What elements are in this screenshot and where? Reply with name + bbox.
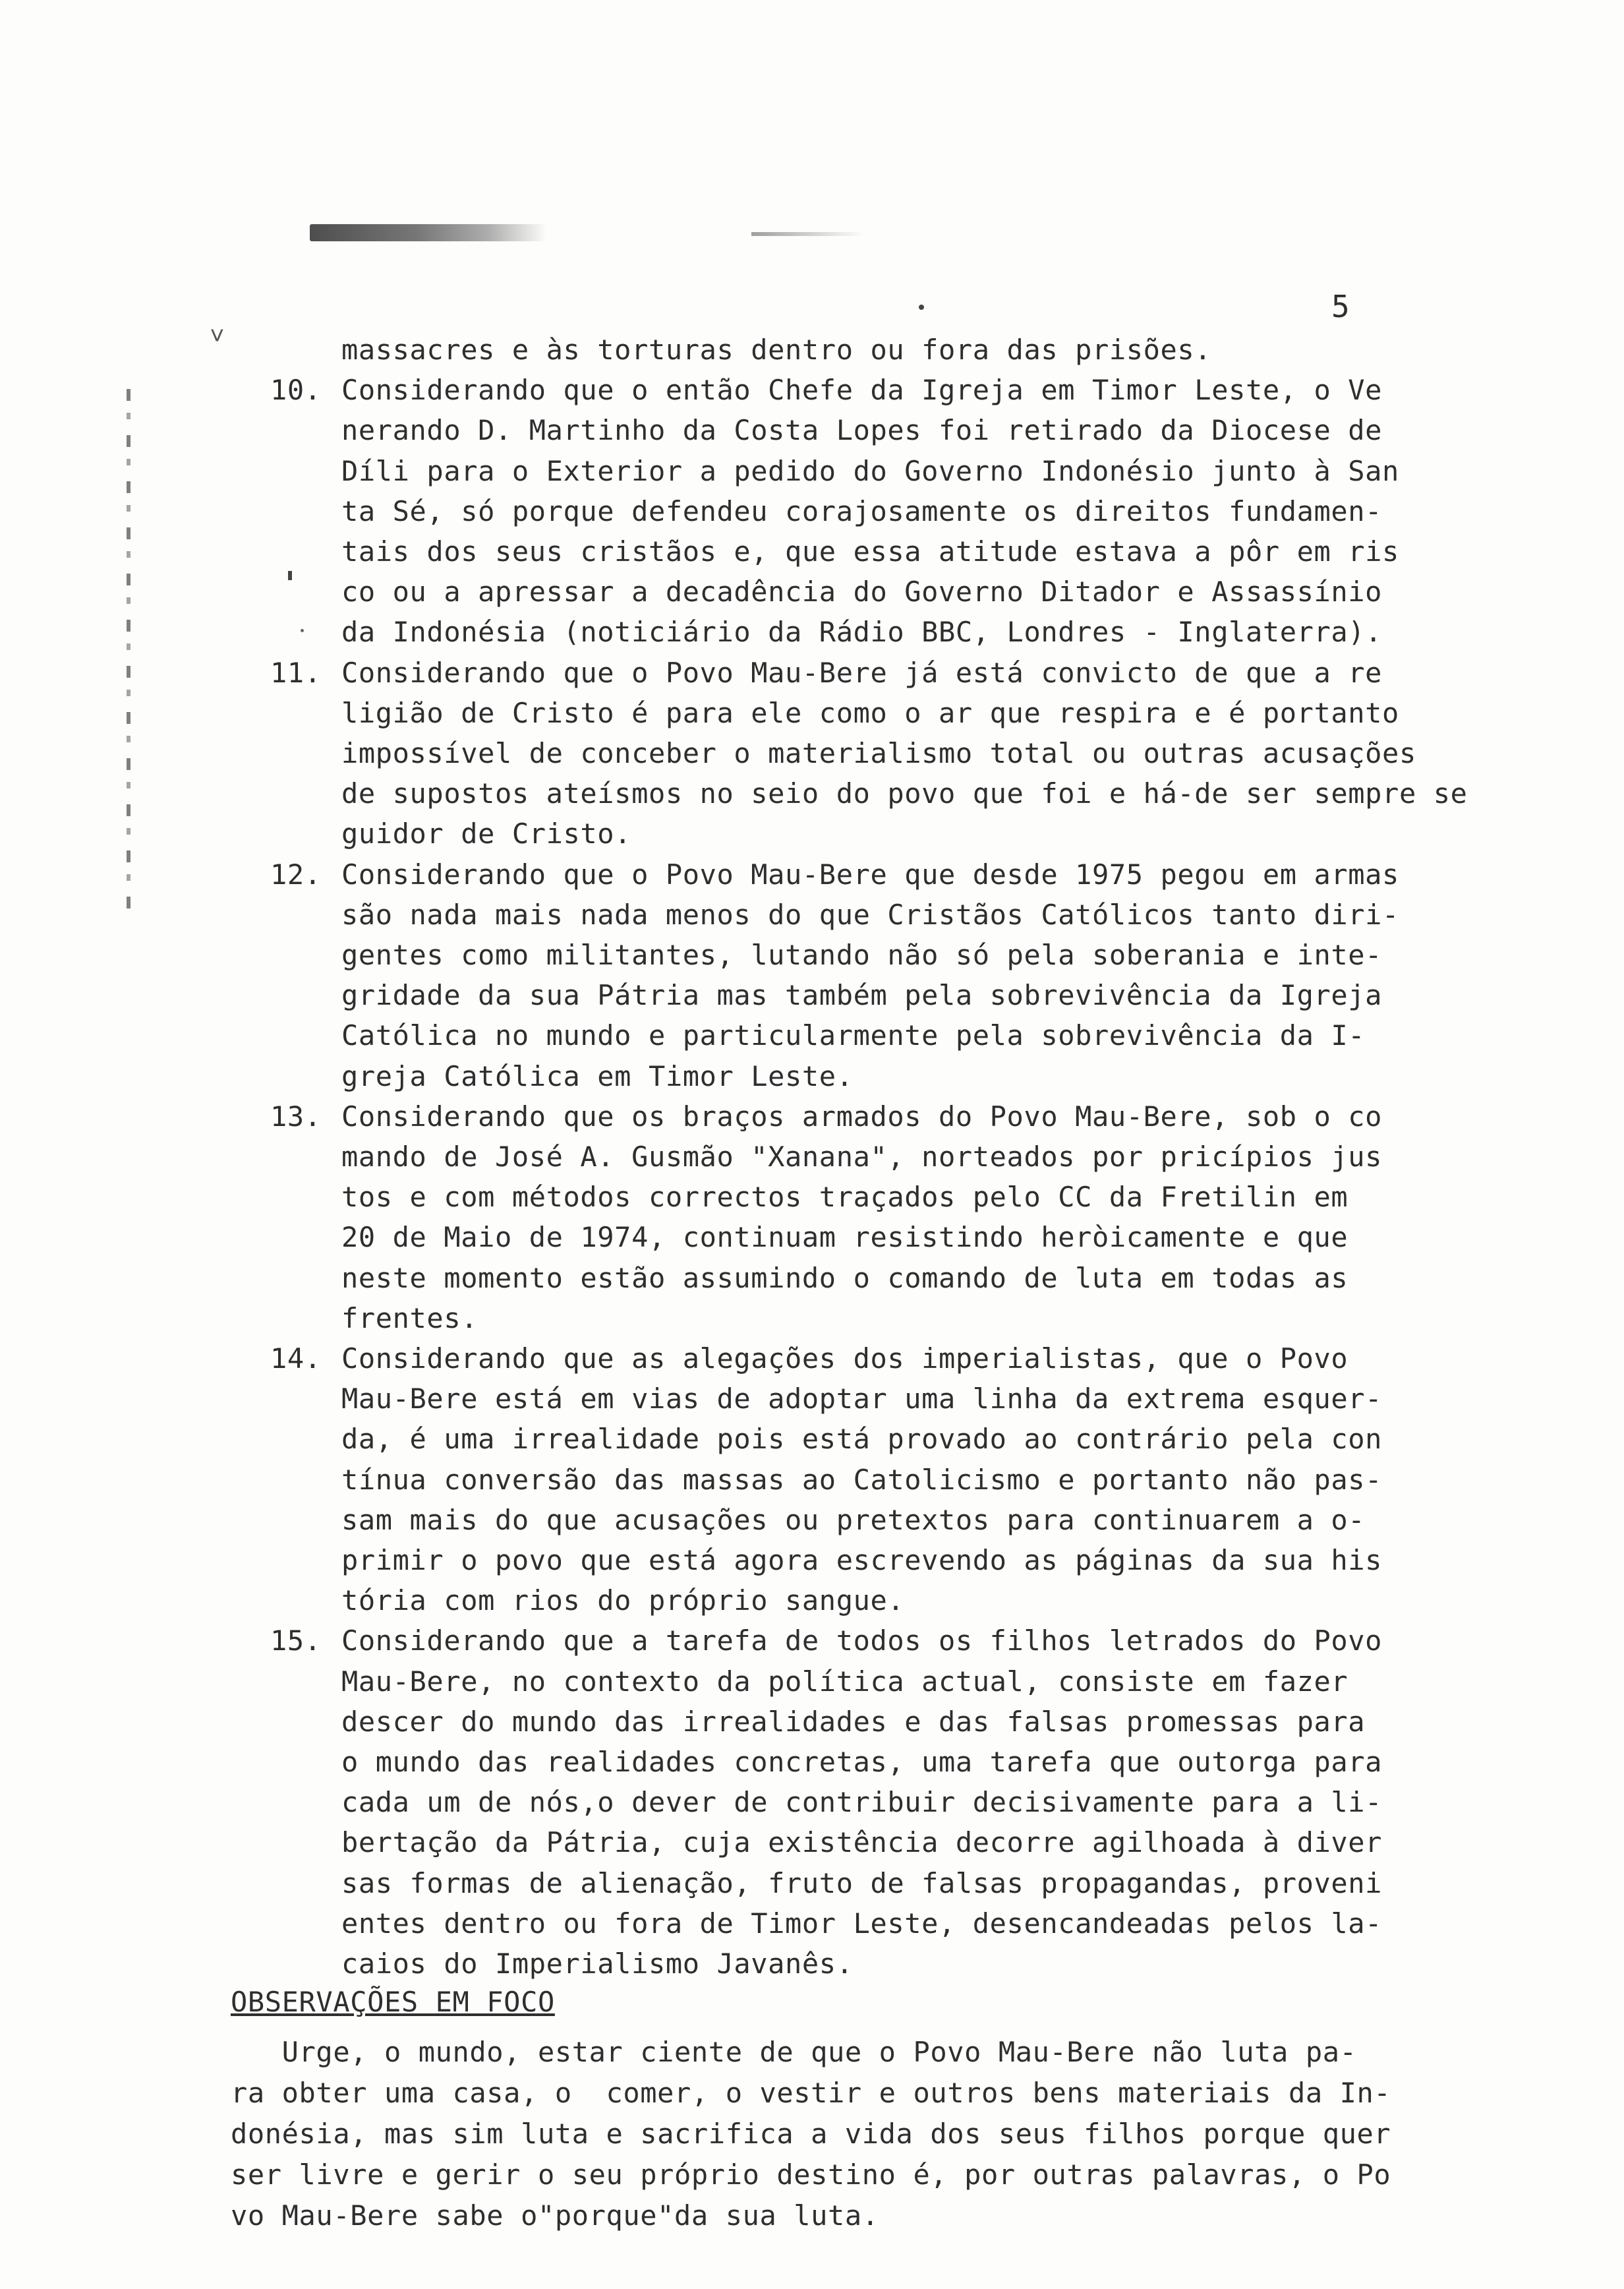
page-number: 5 bbox=[1331, 289, 1350, 324]
text-line: nerando D. Martinho da Costa Lopes foi retirado da Diocese de bbox=[341, 414, 1383, 447]
text-line: frentes. bbox=[341, 1301, 478, 1334]
text-line: Considerando que os braços armados do Povo Mau-Bere, sob o co bbox=[341, 1100, 1383, 1133]
text-line: são nada mais nada menos do que Cristãos Católicos tanto diri- bbox=[341, 898, 1399, 931]
item-number: 13. bbox=[270, 1100, 322, 1133]
text-line: primir o povo que está agora escrevendo as páginas da sua his bbox=[341, 1544, 1383, 1576]
item-number: 15. bbox=[270, 1624, 322, 1657]
text-line: caios do Imperialismo Javanês. bbox=[341, 1947, 854, 1980]
text-line: Considerando que o Povo Mau-Bere que desde 1975 pegou em armas bbox=[341, 858, 1399, 891]
focus-text-line: donésia, mas sim luta e sacrifica a vida dos seus filhos porque quer bbox=[231, 2118, 1391, 2150]
focus-text-line: ra obter uma casa, o comer, o vestir e outros bens materiais da In- bbox=[231, 2077, 1391, 2109]
header-smudge bbox=[310, 224, 547, 241]
text-line: tínua conversão das massas ao Catolicismo e portanto não pas- bbox=[341, 1463, 1383, 1496]
text-line: mando de José A. Gusmão "Xanana", norteados por pricípios jus bbox=[341, 1141, 1383, 1173]
text-line: gridade da sua Pátria mas também pela sobrevivência da Igreja bbox=[341, 979, 1383, 1012]
text-line: Mau-Bere está em vias de adoptar uma linha da extrema esquer- bbox=[341, 1382, 1383, 1415]
text-line: o mundo das realidades concretas, uma tarefa que outorga para bbox=[341, 1746, 1383, 1778]
text-line: Considerando que as alegações dos imperialistas, que o Povo bbox=[341, 1342, 1348, 1375]
section-heading: OBSERVAÇÕES EM FOCO bbox=[231, 1986, 555, 2018]
margin-dot bbox=[919, 305, 924, 310]
item-number: 14. bbox=[270, 1342, 322, 1375]
text-line: Mau-Bere, no contexto da política actual, consiste em fazer bbox=[341, 1665, 1348, 1698]
text-line: da Indonésia (noticiário da Rádio BBC, Londres - Inglaterra). bbox=[341, 616, 1383, 649]
text-line: cada um de nós,o dever de contribuir decisivamente para a li- bbox=[341, 1786, 1383, 1819]
text-line: Díli para o Exterior a pedido do Governo Indonésio junto à San bbox=[341, 454, 1399, 487]
text-line: ligião de Cristo é para ele como o ar que respira e é portanto bbox=[341, 696, 1399, 729]
text-line: massacres e às torturas dentro ou fora das prisões. bbox=[341, 334, 1212, 366]
text-line: sas formas de alienação, fruto de falsas propagandas, proveni bbox=[341, 1866, 1383, 1899]
item-number: 11. bbox=[270, 656, 322, 689]
text-line: 20 de Maio de 1974, continuam resistindo heròicamente e que bbox=[341, 1221, 1348, 1254]
text-line: greja Católica em Timor Leste. bbox=[341, 1059, 854, 1092]
focus-text-line: vo Mau-Bere sabe o"porque"da sua luta. bbox=[231, 2199, 879, 2232]
text-line: bertação da Pátria, cuja existência decorre agilhoada à diver bbox=[341, 1826, 1383, 1859]
text-line: ta Sé, só porque defendeu corajosamente os direitos fundamen- bbox=[341, 494, 1383, 527]
text-line: Considerando que o Povo Mau-Bere já está convicto de que a re bbox=[341, 656, 1383, 689]
text-line: Católica no mundo e particularmente pela sobrevivência da I- bbox=[341, 1019, 1366, 1052]
text-line: Considerando que o então Chefe da Igreja em Timor Leste, o Ve bbox=[341, 374, 1383, 407]
item-number: 10. bbox=[270, 374, 322, 407]
binding-hole-marks bbox=[127, 389, 130, 916]
text-line: descer do mundo das irrealidades e das falsas promessas para bbox=[341, 1705, 1366, 1738]
text-line: co ou a apressar a decadência do Governo Ditador e Assassínio bbox=[341, 576, 1383, 609]
text-line: tória com rios do próprio sangue. bbox=[341, 1584, 905, 1617]
text-line: de supostos ateísmos no seio do povo que foi e há-de ser sempre se bbox=[341, 777, 1468, 810]
text-line: sam mais do que acusações ou pretextos para continuarem a o- bbox=[341, 1503, 1366, 1536]
focus-text-line: Urge, o mundo, estar ciente de que o Povo Mau-Bere não luta pa- bbox=[231, 2036, 1357, 2068]
text-line: impossível de conceber o materialismo total ou outras acusações bbox=[341, 737, 1416, 769]
text-line: da, é uma irrealidade pois está provado ao contrário pela con bbox=[341, 1423, 1383, 1456]
margin-tick-mark: ˅ bbox=[210, 321, 225, 350]
margin-dot bbox=[301, 629, 304, 632]
text-line: entes dentro ou fora de Timor Leste, desencandeadas pelos la- bbox=[341, 1907, 1383, 1940]
item-number: 12. bbox=[270, 858, 322, 891]
text-line: tos e com métodos correctos traçados pelo CC da Fretilin em bbox=[341, 1181, 1348, 1214]
text-line: Considerando que a tarefa de todos os filhos letrados do Povo bbox=[341, 1624, 1383, 1657]
text-line: neste momento estão assumindo o comando de luta em todas as bbox=[341, 1261, 1348, 1294]
margin-dot bbox=[288, 571, 292, 580]
text-line: gentes como militantes, lutando não só pela soberania e inte- bbox=[341, 939, 1383, 971]
header-smudge-faint bbox=[751, 232, 863, 236]
focus-text-line: ser livre e gerir o seu próprio destino é, por outras palavras, o Po bbox=[231, 2158, 1391, 2191]
text-line: guidor de Cristo. bbox=[341, 818, 632, 850]
text-line: tais dos seus cristãos e, que essa atitude estava a pôr em ris bbox=[341, 535, 1399, 568]
